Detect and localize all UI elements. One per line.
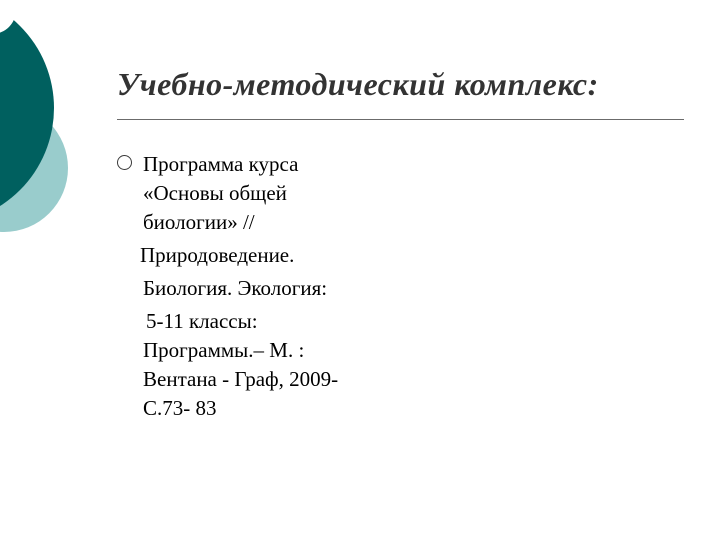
bullet-text-line: Вентана - Граф, 2009- bbox=[143, 367, 339, 391]
slide-title: Учебно-методический комплекс: bbox=[117, 66, 599, 102]
title-underline bbox=[117, 119, 684, 120]
decorative-circles bbox=[0, 0, 80, 290]
hollow-circle-bullet-icon bbox=[117, 155, 132, 170]
bullet-text-line: С.73- 83 bbox=[143, 396, 217, 420]
bullet-text-line: биологии» // bbox=[143, 210, 255, 234]
bullet-text-line: «Основы общей bbox=[143, 181, 287, 205]
bullet-text-line: Программа курса bbox=[143, 152, 299, 176]
bullet-text-line: Природоведение. bbox=[140, 243, 295, 267]
bullet-text-line: Биология. Экология: bbox=[143, 276, 328, 300]
bullet-text-line: Программы.– М. : bbox=[143, 338, 305, 362]
bullet-text-line: 5-11 классы: bbox=[146, 309, 258, 333]
